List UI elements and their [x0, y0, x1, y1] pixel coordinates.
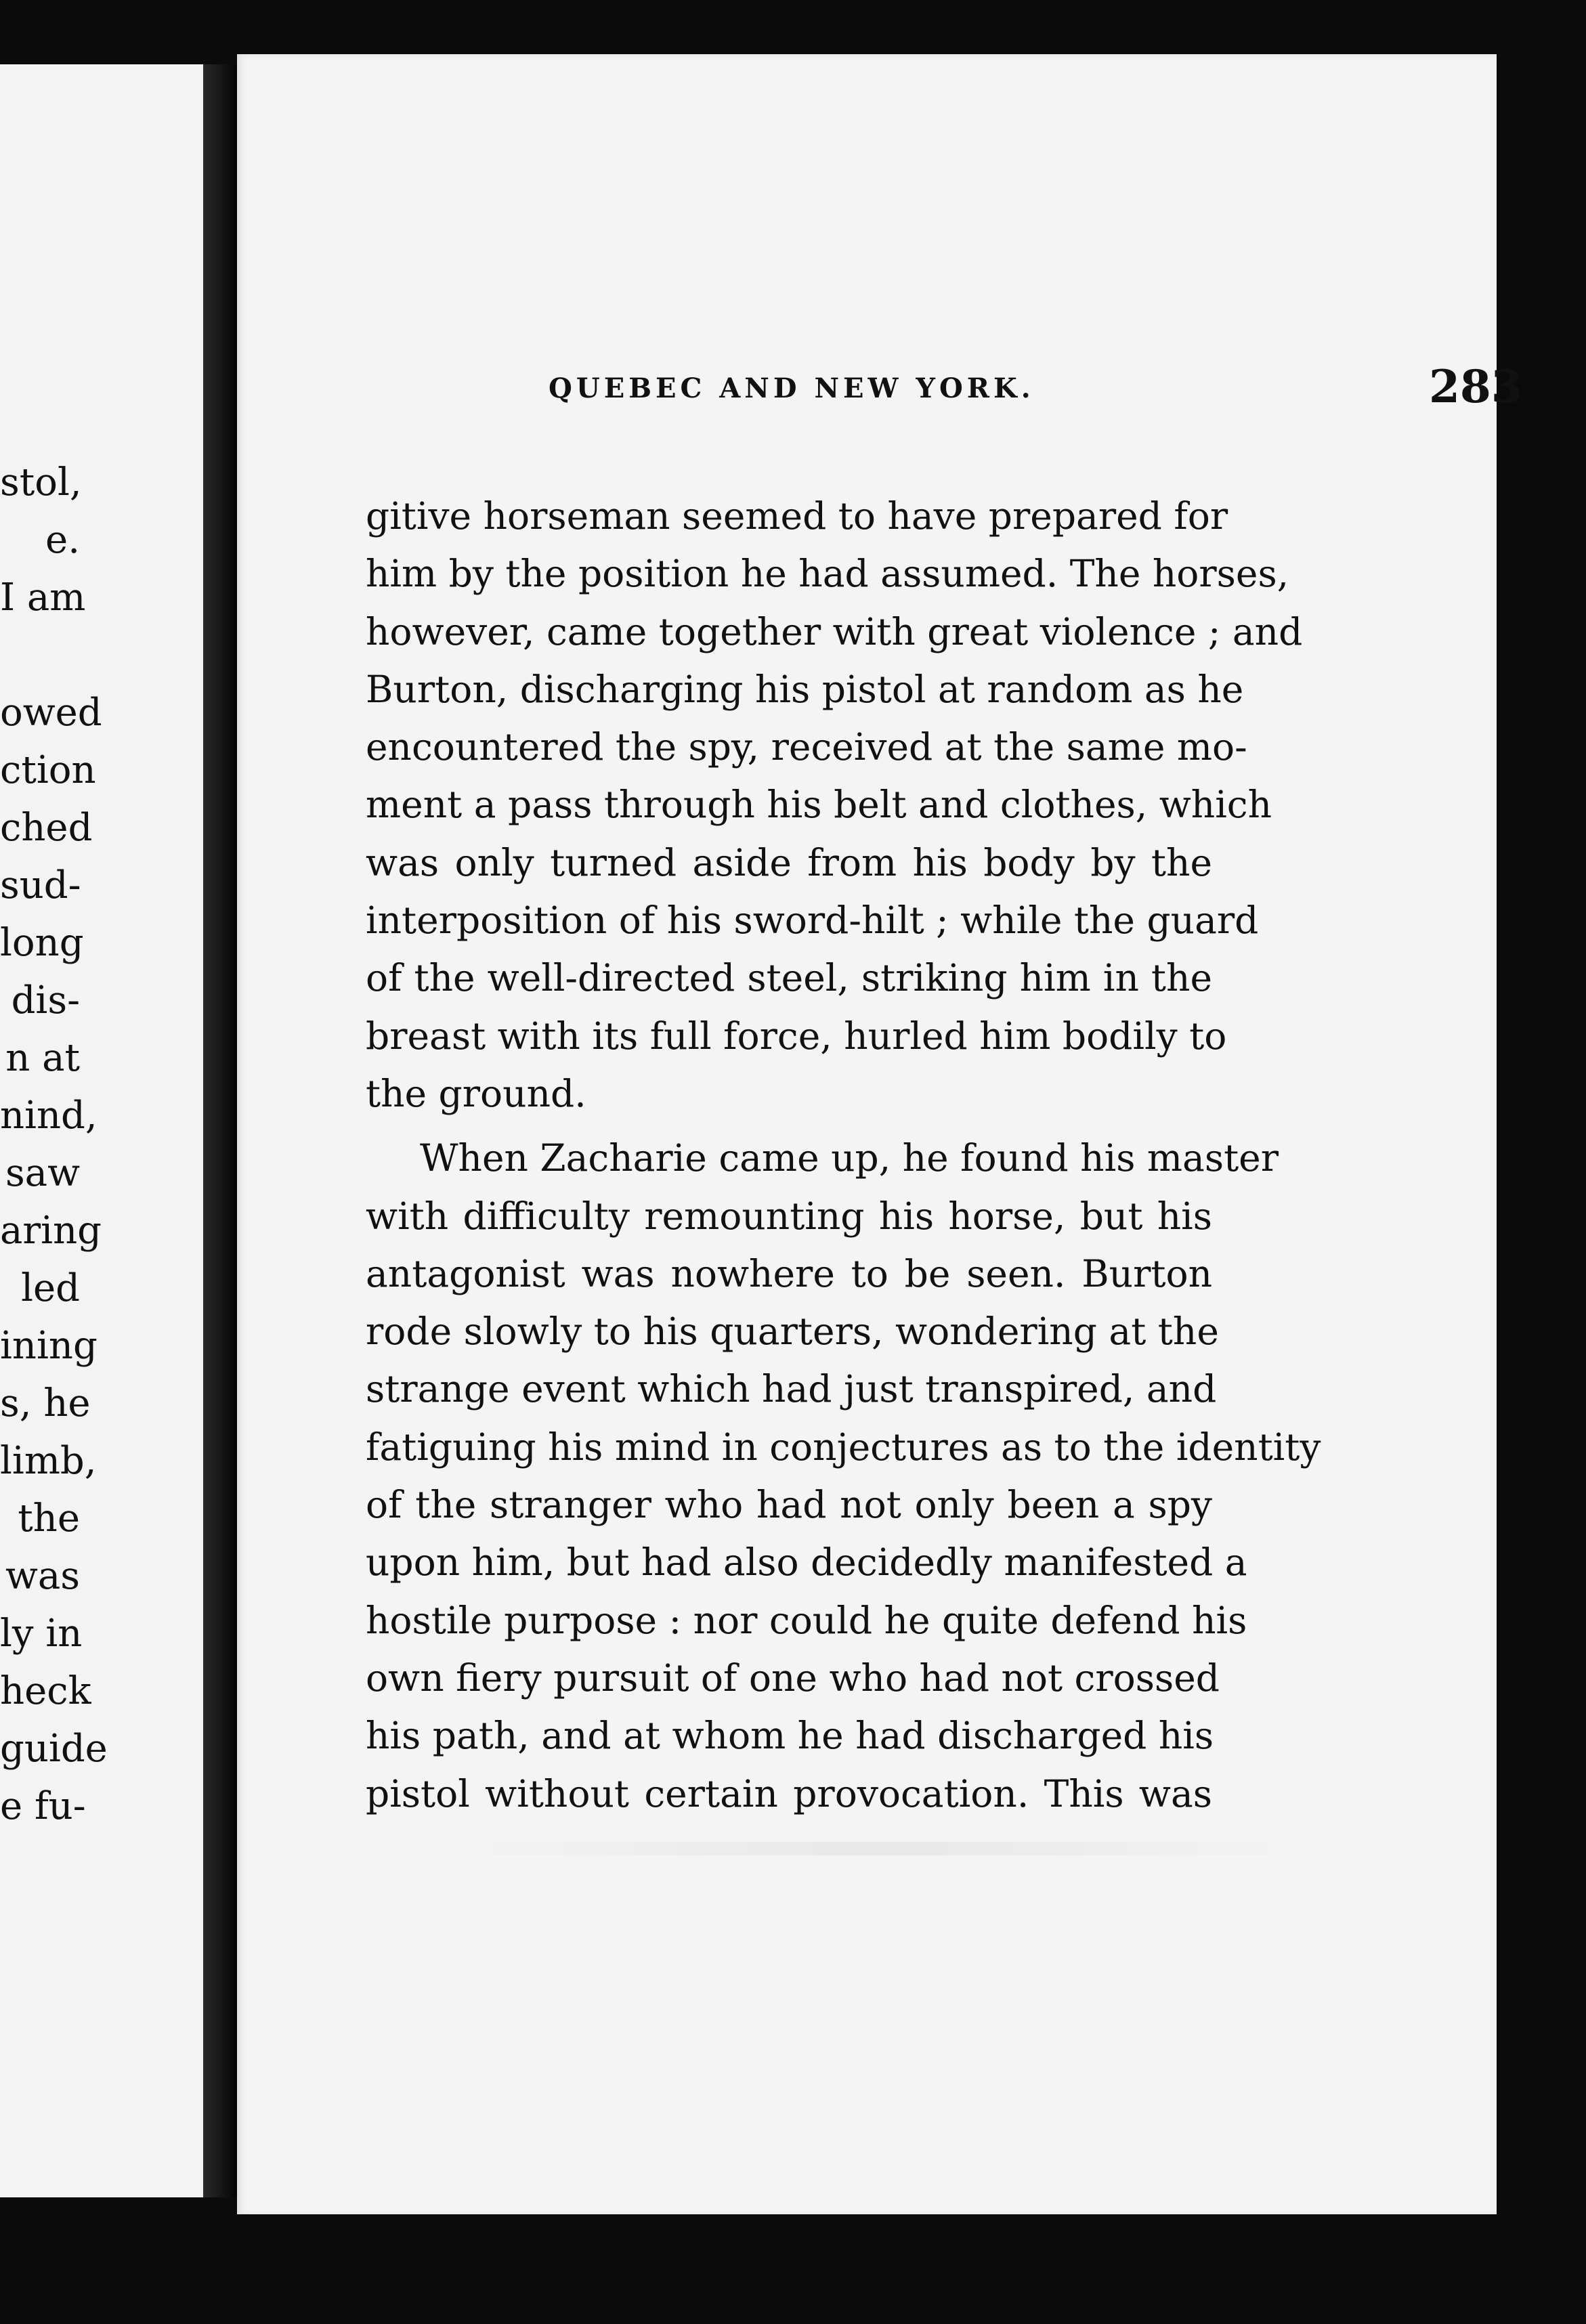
body-text [366, 488, 1321, 1823]
left-line: aring [0, 1209, 102, 1253]
left-line: guide [0, 1727, 108, 1771]
left-line: n at [5, 1036, 80, 1080]
right-page [237, 54, 1522, 2214]
left-line: I am [0, 576, 86, 620]
text-line: his path, and at whom he had discharged his [366, 1714, 1214, 1758]
show-through [440, 1842, 1321, 1855]
text-line: him by the position he had assumed. The horses, [366, 552, 1289, 596]
text-line: upon him, but had also decidedly manifested a [366, 1541, 1247, 1585]
text-line: of the well-directed steel, striking him in the [366, 956, 1212, 1000]
text-line: Burton, discharging his pistol at random as he [366, 667, 1244, 711]
left-line: ining [0, 1324, 98, 1368]
left-line: led [21, 1266, 80, 1310]
left-line: the [18, 1497, 80, 1541]
text-line: When Zacharie came up, he found his master [420, 1136, 1279, 1180]
left-line: saw [5, 1151, 80, 1195]
left-line: s, he [0, 1381, 91, 1425]
text-line: encountered the spy, received at the same mo- [366, 725, 1247, 769]
running-head [549, 360, 1522, 427]
left-page-text [0, 454, 108, 1835]
text-line: antagonist was nowhere to be seen. Burton [366, 1251, 1212, 1295]
text-line: strange event which had just transpired, and [366, 1367, 1217, 1411]
text-line: of the stranger who had not only been a spy [366, 1483, 1212, 1527]
left-line: e fu- [0, 1784, 86, 1828]
book-gutter [203, 64, 237, 2197]
left-line: dis- [11, 978, 80, 1023]
left-line [0, 626, 80, 684]
text-line: own fiery pursuit of one who had not crossed [366, 1656, 1220, 1700]
left-line: long [0, 921, 84, 965]
text-line: fatiguing his mind in conjectures as to the identity [366, 1425, 1321, 1469]
left-page [0, 64, 203, 2197]
text-line: gitive horseman seemed to have prepared for [366, 494, 1228, 538]
text-line: hostile purpose : nor could he quite defend his [366, 1598, 1247, 1642]
left-line: e. [45, 518, 80, 562]
left-line: ly in [0, 1612, 83, 1656]
left-line: sud- [0, 863, 81, 907]
left-line: nind, [0, 1094, 98, 1138]
text-line: with difficulty remounting his horse, but his [366, 1194, 1212, 1238]
text-line: interposition of his sword-hilt ; while the guard [366, 899, 1259, 943]
page-number: 283 [1429, 360, 1522, 413]
text-line: ment a pass through his belt and clothes, which [366, 783, 1272, 827]
text-line: rode slowly to his quarters, wondering at the [366, 1310, 1219, 1354]
left-line: owed [0, 691, 102, 735]
left-line: was [5, 1554, 80, 1598]
text-line: was only turned aside from his body by the [366, 840, 1212, 884]
left-line: stol, [0, 460, 82, 504]
text-line: the ground. [366, 1071, 586, 1115]
left-line: heck [0, 1669, 91, 1713]
text-line: pistol without certain provocation. This was [366, 1771, 1212, 1815]
left-line: ction [0, 748, 96, 792]
left-line: limb, [0, 1439, 97, 1483]
running-head-title: QUEBEC AND NEW YORK. [549, 372, 1035, 404]
left-line: ched [0, 806, 93, 850]
paragraph-gap [366, 1123, 1212, 1129]
text-line: breast with its full force, hurled him bodily to [366, 1014, 1227, 1058]
text-line: however, came together with great violence ; and [366, 609, 1303, 653]
